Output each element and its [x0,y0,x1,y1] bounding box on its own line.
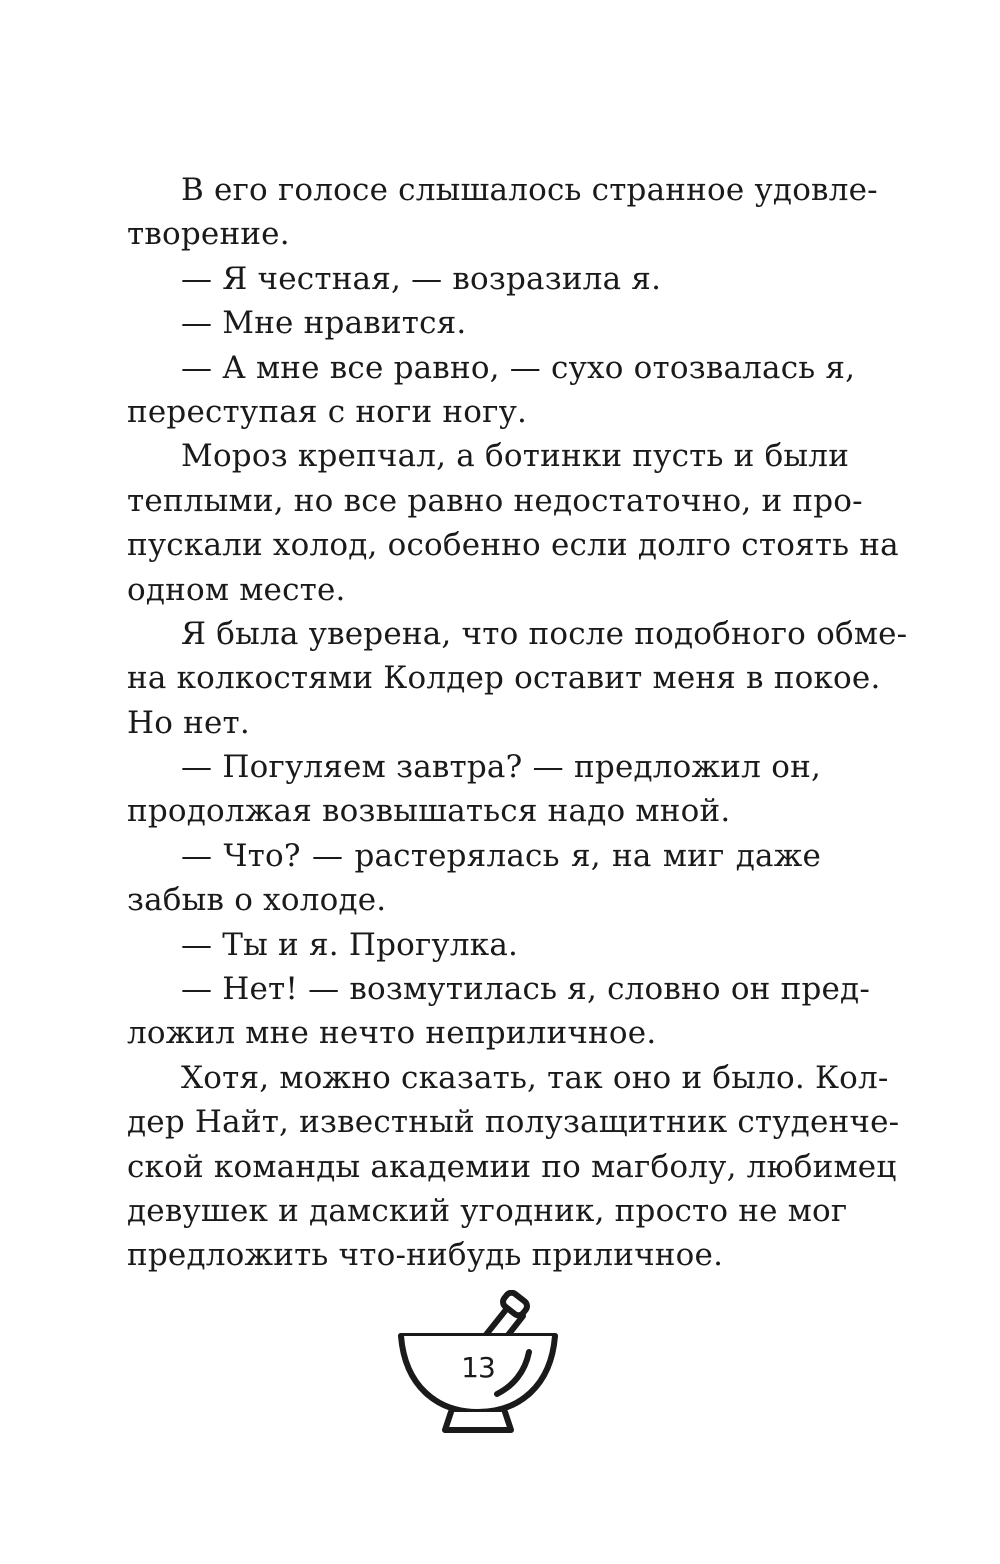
text-line: — Я честная, — возразила я. [181,260,662,297]
text-line: забыв о холоде. [127,882,387,919]
text-line: — Что? — растерялась я, на миг даже [181,837,821,874]
text-line: Мороз крепчал, а ботинки пусть и были [181,438,850,475]
text-line: Хотя, можно сказать, так оно и было. Кол- [181,1059,889,1096]
text-line: продолжая возвышаться надо мной. [127,793,731,830]
text-line: ложил мне нечто неприличное. [127,1015,657,1052]
page-number: 13 [461,1351,495,1384]
text-line: переступая с ноги ногу. [127,393,528,430]
text-line: — Погуляем завтра? — предложил он, [181,749,821,786]
text-line: — Ты и я. Прогулка. [181,926,519,963]
text-line: — А мне все равно, — сухо отозвалась я, [181,349,856,386]
text-line: девушек и дамский угодник, просто не мог [127,1192,848,1229]
text-line: ской команды академии по магболу, любимец [127,1148,897,1185]
text-line: В его голосе слышалось странное удовле- [181,172,878,208]
text-line: Но нет. [127,704,250,741]
text-line: предложить что-нибудь приличное. [127,1237,724,1274]
text-line: дер Найт, известный полузащитник студенче- [127,1104,900,1141]
text-line: творение. [127,216,290,253]
text-line: пускали холод, особенно если долго стоять на [127,527,899,564]
text-line: Я была уверена, что после подобного обме- [181,615,908,652]
text-line: на колкостями Колдер оставит меня в покое. [127,660,881,697]
text-line: одном месте. [127,571,346,608]
body-text [127,168,908,1278]
text-line: теплыми, но все равно недостаточно, и про- [127,482,863,519]
text-line: — Нет! — возмутилась я, словно он пред- [181,971,871,1008]
text-line: — Мне нравится. [181,305,467,342]
